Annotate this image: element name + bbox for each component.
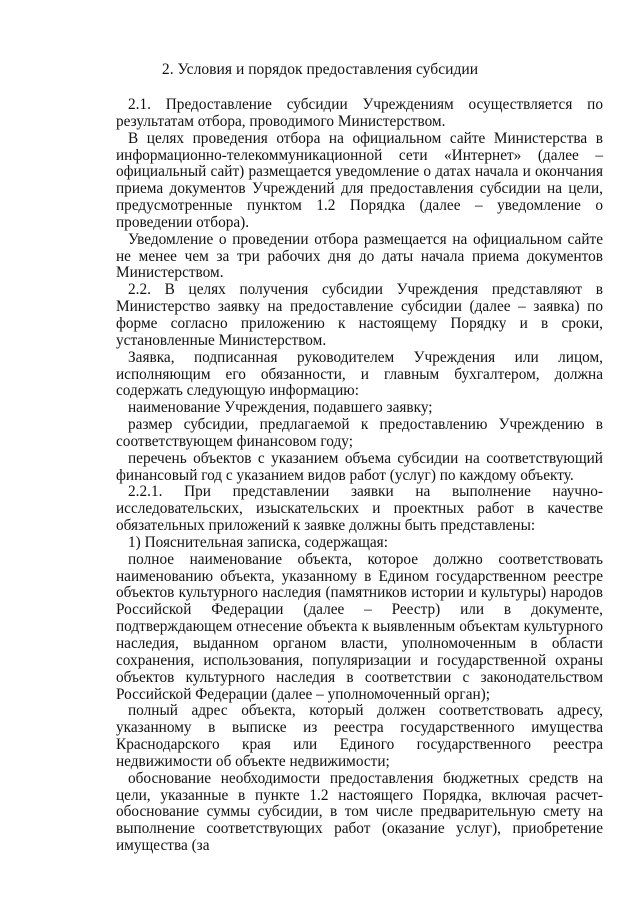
paragraph: перечень объектов с указанием объема субсидии на соответствующий финансовый год с указанием видов работ (услуг) по каждому объекту. (116, 449, 603, 484)
paragraph: полное наименование объекта, которое должно соответствовать наименованию объекта, указанному в Едином государственном реестре объектов культурного наследия (памятников истории и культуры) народов Российской Федерации (далее – Реестр) или в документе, подтверждающем отнесение объекта к выявленным объектам культурного наследия, выданном органом власти, уполномоченным в области сохранения, использования, популяризации и государственной охраны объектов культурного наследия в соответствии с законодательством Российской Федерации (далее – уполномоченный орган); (116, 550, 603, 703)
paragraph: 1) Пояснительная записка, содержащая: (128, 533, 388, 551)
paragraph: Заявка, подписанная руководителем Учреждения или лицом, исполняющим его обязанности, и главным бухгалтером, должна содержать следующую информацию: (116, 348, 603, 400)
document-body (116, 97, 603, 855)
paragraph: 2.2.1. При представлении заявки на выполнение научно-исследовательских, изыскательских и проектных работ в качестве обязательных приложений к заявке должны быть представлены: (116, 483, 603, 535)
paragraph: наименование Учреждения, подавшего заявку; (128, 399, 433, 417)
paragraph: Уведомление о проведении отбора размещается на официальном сайте не менее чем за три рабочих дня до даты начала приема документов Министерством. (116, 230, 603, 282)
section-title: 2. Условия и порядок предоставления субсидии (161, 61, 479, 78)
paragraph: обоснование необходимости предоставления бюджетных средств на цели, указанные в пункте 1.2 настоящего Порядка, включая расчет-обоснование суммы субсидии, в том числе предварительную смету на выполнение соответствующих работ (оказание услуг), приобретение имущества (за (116, 769, 603, 855)
paragraph: полный адрес объекта, который должен соответствовать адресу, указанному в выписке из реестра государственного имущества Краснодарского края или Единого государственного реестра недвижимости об объекте недвижимости; (116, 702, 603, 770)
paragraph: размер субсидии, предлагаемой к предоставлению Учреждению в соответствующем финансовом году; (116, 416, 603, 450)
paragraph: В целях проведения отбора на официальном сайте Министерства в информационно-телекоммуникационной сети «Интернет» (далее – официальный сайт) размещается уведомление о датах начала и окончания приема документов Учреждений для предоставления субсидии на цели, предусмотренные пунктом 1.2 Порядка (далее – уведомление о проведении отбора). (116, 129, 603, 231)
paragraph: 2.1. Предоставление субсидии Учреждениям осуществляется по результатам отбора, проводимого Министерством. (116, 96, 603, 130)
paragraph: 2.2. В целях получения субсидии Учреждения представляют в Министерство заявку на предоставление субсидии (далее – заявка) по форме согласно приложению к настоящему Порядку и в сроки, установленные Министерством. (116, 281, 603, 349)
